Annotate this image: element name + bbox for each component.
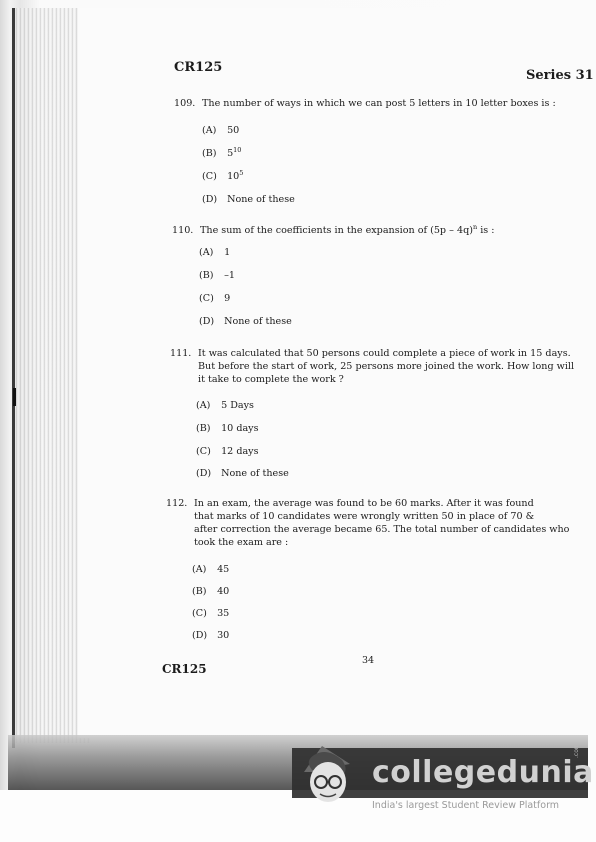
question-number: 109. xyxy=(174,98,196,109)
spine-edge xyxy=(12,8,15,748)
option-111-b: (B) 10 days xyxy=(196,423,259,434)
page-number: 34 xyxy=(362,655,375,666)
option-112-a: (A) 45 xyxy=(192,564,230,575)
option-110-d: (D) None of these xyxy=(199,316,292,327)
option-111-a: (A) 5 Days xyxy=(196,400,254,411)
option-111-c: (C) 12 days xyxy=(196,446,259,457)
option-109-d: (D) None of these xyxy=(202,194,295,205)
watermark-brand: collegedunia xyxy=(372,755,594,790)
question-text: In an exam, the average was found to be 60 marks. After it was found that marks of 10 candidates were wrongly written 50 in place of 70 & after correction the average became 65. The total number of candidates who took the exam are : xyxy=(194,498,570,548)
footer-code: CR125 xyxy=(162,662,207,676)
question-number: 111. xyxy=(170,348,192,359)
question-text: The sum of the coefficients in the expansion of (5p – 4q)$^n$ is : xyxy=(200,222,495,236)
question-number: 112. xyxy=(166,498,188,509)
option-112-b: (B) 40 xyxy=(192,586,230,597)
watermark-tagline: India's largest Student Review Platform xyxy=(372,800,560,811)
watermark-suffix: .com xyxy=(573,743,580,758)
question-text: The number of ways in which we can post 5 letters in 10 letter boxes is : xyxy=(202,98,556,109)
question-number: 110. xyxy=(172,225,194,236)
option-110-b: (B) –1 xyxy=(199,270,235,281)
option-110-a: (A) 1 xyxy=(199,247,231,258)
header-code: CR125 xyxy=(174,60,223,75)
option-112-d: (D) 30 xyxy=(192,630,230,641)
option-111-d: (D) None of these xyxy=(196,468,289,479)
option-109-b: (B) $5^{10}$ xyxy=(202,145,242,159)
option-110-c: (C) 9 xyxy=(199,293,231,304)
mascot-logo-icon xyxy=(298,742,356,808)
option-109-c: (C) $10^5$ xyxy=(202,168,244,182)
header-series: Series 31 xyxy=(526,68,594,83)
collegedunia-watermark xyxy=(292,743,594,814)
spine-mark xyxy=(13,388,16,406)
question-text: It was calculated that 50 persons could complete a piece of work in 15 days. But before the start of work, 25 persons more joined the work. How long will it take to complete the work ? xyxy=(198,348,575,385)
option-112-c: (C) 35 xyxy=(192,608,230,619)
option-109-a: (A) 50 xyxy=(202,125,240,136)
